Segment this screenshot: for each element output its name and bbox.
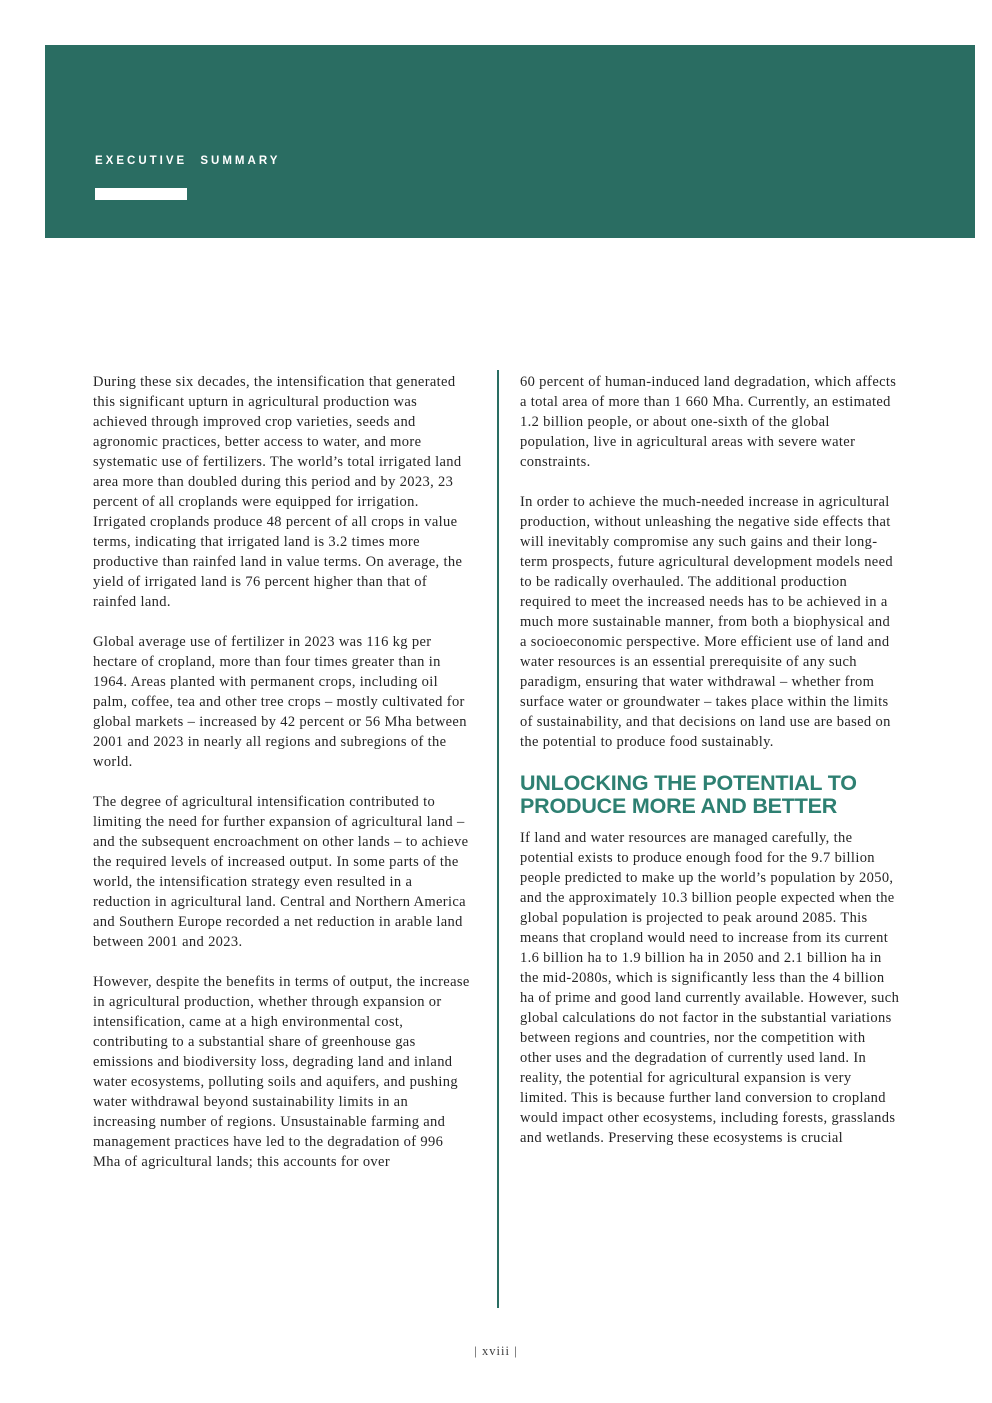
paragraph: If land and water resources are managed carefully, the potential exists to produce enough food for the 9.7 billion people predicted to make up the world’s population by 2050, and the approximately 10.3 billion people expected when the global population is projected to peak around 2085. This means that cropland would need to increase from its current 1.6 billion ha to 1.9 billion ha in 2050 and 2.1 billion ha in the mid-2080s, which is significantly less than the 4 billion ha of prime and good land currently available. However, such global calculations do not factor in the substantial variations between regions and countries, nor the competition with other uses and the degradation of currently used land. In reality, the potential for agricultural expansion is very limited. This is because further land conversion to cropland would impact other ecosystems, including forests, grasslands and wetlands. Preserving these ecosystems is crucial	[520, 830, 900, 1146]
paragraph: 60 percent of human-induced land degradation, which affects a total area of more than 1 660 Mha. Currently, an estimated 1.2 billion people, or about one-sixth of the global population, live in agricultural areas with severe water constraints.	[520, 374, 897, 470]
page-number: | xviii |	[474, 1344, 518, 1358]
paragraph: Global average use of fertilizer in 2023 was 116 kg per hectare of cropland, more than four times greater than in 1964. Areas planted with permanent crops, including oil palm, coffee, tea and other tree crops – mostly cultivated for global markets – increased by 42 percent or 56 Mha between 2001 and 2023 in nearly all regions and subregions of the world.	[93, 634, 467, 770]
header-band	[45, 45, 975, 238]
paragraph: The degree of agricultural intensification contributed to limiting the need for further expansion of agricultural land – and the subsequent encroachment on other lands – to achieve the required levels of increased output. In some parts of the world, the intensification strategy even resulted in a reduction in agricultural land. Central and Northern America and Southern Europe recorded a net reduction in arable land between 2001 and 2023.	[93, 794, 469, 950]
paragraph: During these six decades, the intensification that generated this significant upturn in agricultural production was achieved through improved crop varieties, seeds and agronomic practices, better access to water, and more systematic use of fertilizers. The world’s total irrigated land area more than doubled during this period and by 2023, 23 percent of all croplands were equipped for irrigation. Irrigated croplands produce 48 percent of all crops in value terms, indicating that irrigated land is 3.2 times more productive than rainfed land in value terms. On average, the yield of irrigated land is 76 percent higher than that of rainfed land.	[93, 374, 463, 610]
paragraph: In order to achieve the much-needed increase in agricultural production, without unleashing the negative side effects that will inevitably compromise any such gains and their long-term prospects, future agricultural development models need to be radically overhauled. The additional production required to meet the increased needs has to be achieved in a much more sustainable manner, from both a biophysical and a socioeconomic perspective. More efficient use of land and water resources is an essential prerequisite of any such paradigm, ensuring that water withdrawal – whether from surface water or groundwater – takes place within the limits of sustainability, and that decisions on land use are based on the potential to produce food sustainably.	[520, 494, 893, 750]
right-column	[520, 372, 900, 1168]
paragraph: However, despite the benefits in terms of output, the increase in agricultural production, whether through expansion or intensification, came at a high environmental cost, contributing to a substantial share of greenhouse gas emissions and biodiversity loss, degrading land and inland water ecosystems, polluting soils and aquifers, and pushing water withdrawal beyond sustainability limits in an increasing number of regions. Unsustainable farming and management practices have led to the degradation of 996 Mha of agricultural lands; this accounts for over	[93, 974, 470, 1170]
column-divider	[497, 370, 499, 1308]
section-eyebrow: EXECUTIVE SUMMARY	[95, 155, 281, 167]
header-accent-bar	[95, 188, 187, 200]
left-column	[93, 372, 473, 1192]
section-heading: UNLOCKING THE POTENTIAL TO PRODUCE MORE AND BETTER	[520, 771, 857, 818]
